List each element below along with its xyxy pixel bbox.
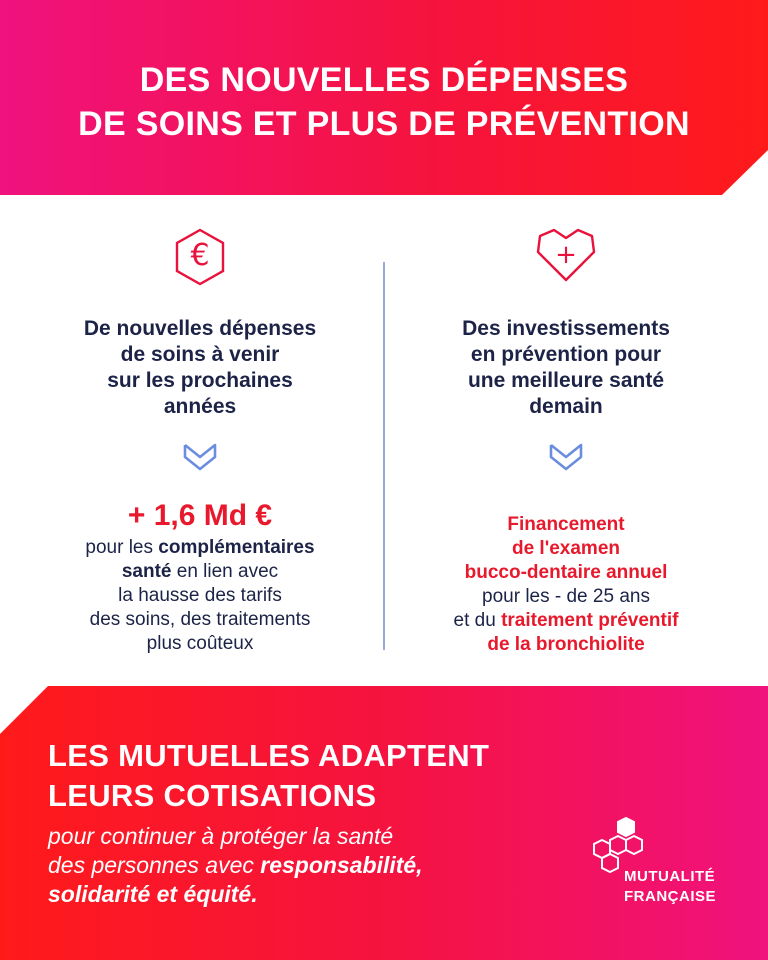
mutualite-francaise-logo (592, 812, 742, 922)
right-heading-line: Des investissements (462, 317, 670, 340)
left-body-bold: complémentaires (158, 537, 315, 558)
right-body-red: bucco-dentaire annuel (464, 562, 668, 583)
footer-sub-line2: des personnes avec (48, 852, 261, 878)
page-title-line1: DES NOUVELLES DÉPENSES (139, 61, 629, 99)
footer-sub-line1: pour continuer à protéger la santé (48, 823, 394, 849)
heart-plus-icon (406, 228, 726, 288)
left-heading-line: de soins à venir (120, 343, 280, 366)
right-body-red: traitement préventif (501, 610, 679, 631)
euro-glyph: € (190, 238, 210, 273)
chevron-down-icon (406, 442, 726, 472)
footer-title (48, 736, 608, 816)
left-heading (40, 316, 360, 420)
right-heading-line: une meilleure santé (467, 369, 665, 392)
left-body-text: en lien avec (171, 561, 279, 582)
logo-line2: FRANÇAISE (624, 888, 717, 905)
amount-value: + 1,6 Md € (127, 499, 273, 532)
logo-line1: MUTUALITÉ (624, 868, 716, 885)
left-body (40, 536, 360, 656)
footer-title-line1: LES MUTUELLES ADAPTENT (48, 738, 490, 773)
left-heading-line: De nouvelles dépenses (83, 317, 317, 340)
left-body-text: plus coûteux (146, 633, 254, 654)
left-heading-line: années (163, 395, 237, 418)
page-title (0, 58, 768, 146)
euro-icon (40, 228, 360, 288)
right-body-text: et du (453, 610, 502, 631)
right-body-red: Financement (507, 514, 625, 535)
left-body-text: des soins, des traitements (89, 609, 311, 630)
footer-subtitle (48, 822, 568, 909)
right-body (406, 513, 726, 657)
column-divider (383, 262, 385, 650)
footer-title-line2: LEURS COTISATIONS (48, 778, 377, 813)
left-body-bold: santé (121, 561, 172, 582)
left-body-text: pour les (85, 537, 159, 558)
plus-glyph: + (555, 240, 577, 270)
footer-sub-bold: responsabilité, (260, 852, 423, 878)
chevron-down-icon (40, 442, 360, 472)
right-body-text: pour les - de 25 ans (482, 586, 650, 607)
right-body-red: de l'examen (511, 538, 621, 559)
right-heading (406, 316, 726, 420)
left-body-text: la hausse des tarifs (118, 585, 282, 606)
left-heading-line: sur les prochaines (107, 369, 293, 392)
footer-sub-bold: solidarité et équité. (48, 881, 258, 907)
page-title-line2: DE SOINS ET PLUS DE PRÉVENTION (78, 105, 690, 143)
right-body-red: de la bronchiolite (487, 634, 645, 655)
right-heading-line: en prévention pour (470, 343, 662, 366)
right-heading-line: demain (529, 395, 603, 418)
